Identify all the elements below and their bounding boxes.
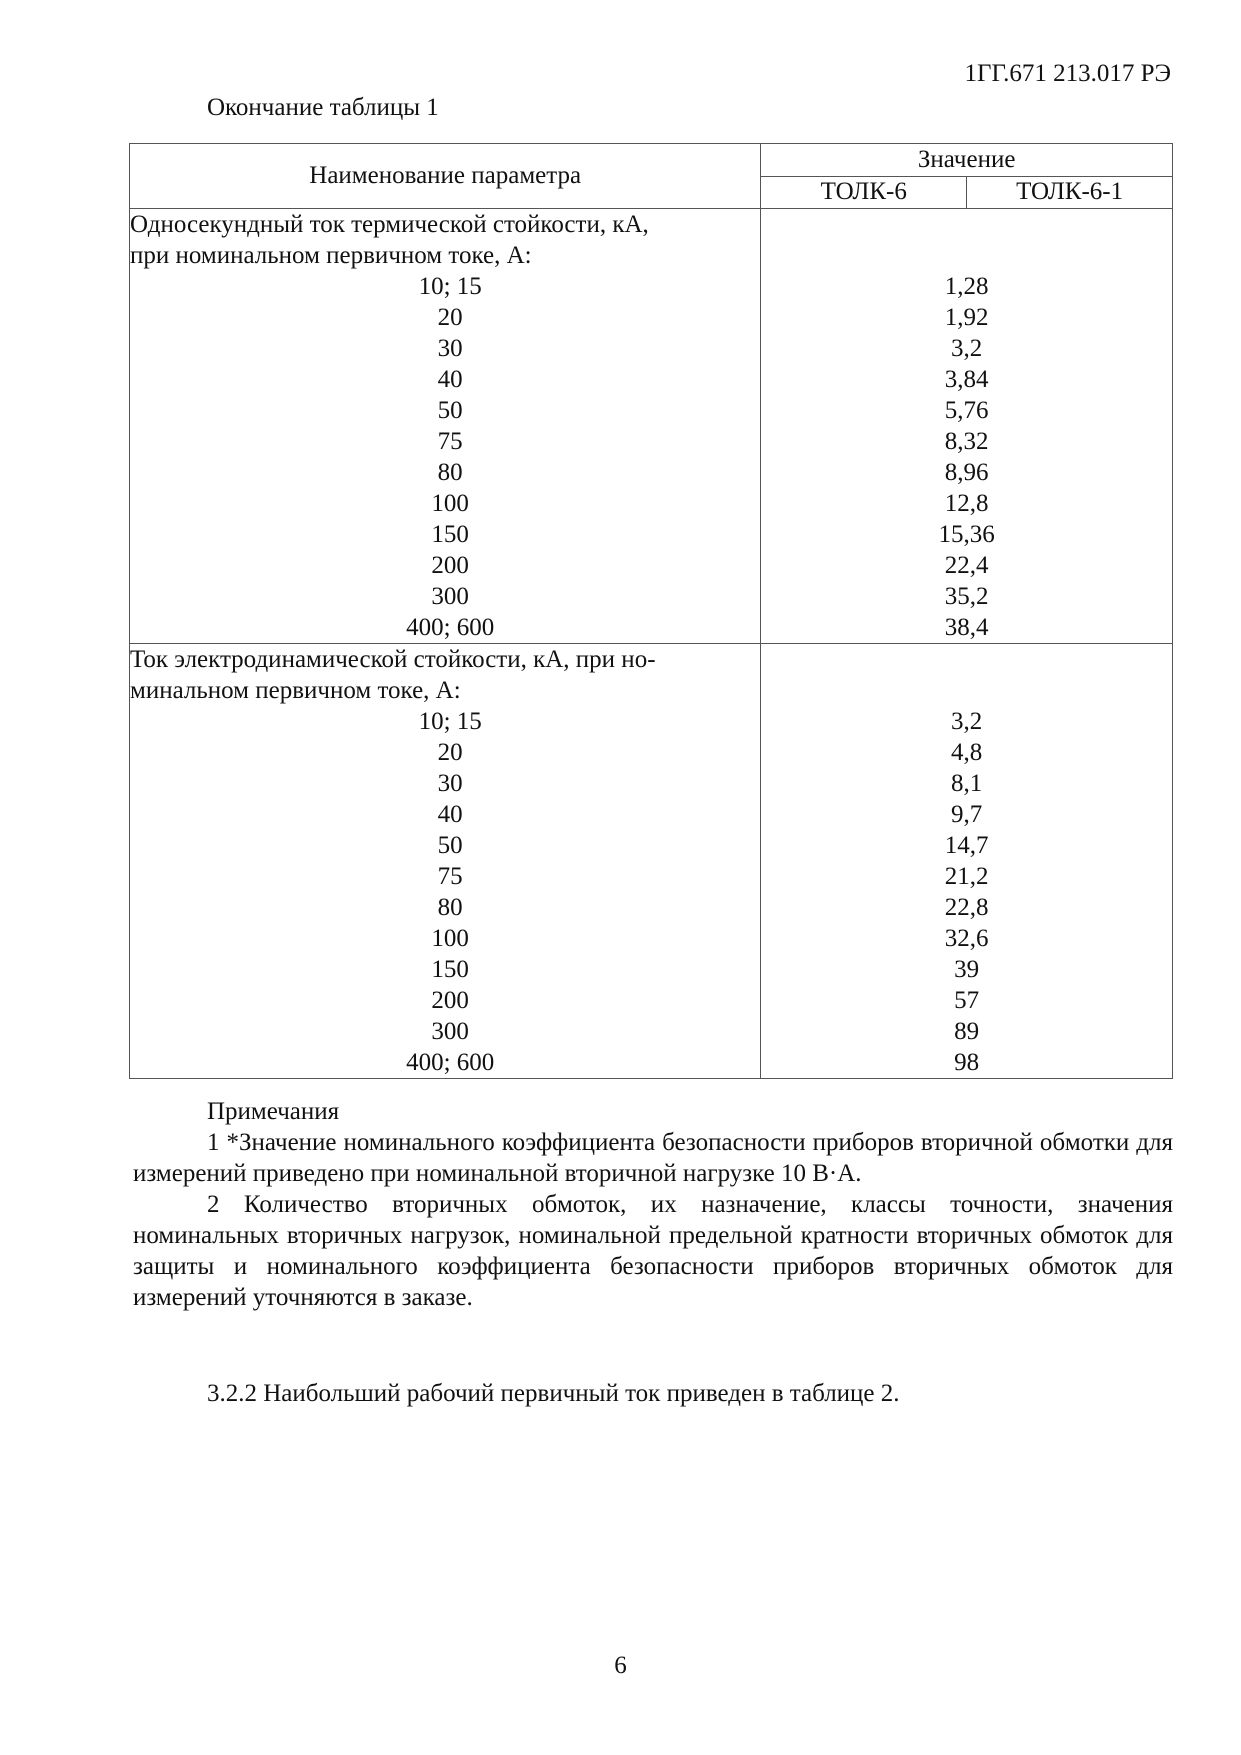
section-paragraph: 3.2.2 Наибольший рабочий первичный ток приведен в таблице 2. — [207, 1380, 900, 1407]
value-cell: 57 — [954, 987, 980, 1014]
rated-current-cell: 80 — [437, 894, 463, 921]
page-number: 6 — [614, 1652, 627, 1679]
value-cell: 32,6 — [944, 925, 989, 952]
value-cell: 8,32 — [944, 428, 989, 455]
value-cell: 8,96 — [944, 459, 989, 486]
document-code: 1ГГ.671 213.017 РЭ — [964, 60, 1171, 87]
section-title-line: при номинальном первичном токе, А: — [130, 242, 532, 269]
value-cell: 35,2 — [944, 583, 989, 610]
rated-current-cell: 300 — [431, 1018, 469, 1045]
rated-current-cell: 150 — [431, 956, 469, 983]
section-values — [761, 644, 1173, 1079]
value-cell: 39 — [954, 956, 980, 983]
column-header-name: Наименование параметра — [130, 144, 761, 209]
table-caption: Окончание таблицы 1 — [207, 94, 439, 121]
parameters-table — [129, 143, 1173, 1079]
value-cell: 38,4 — [944, 614, 989, 641]
rated-current-cell: 20 — [437, 304, 463, 331]
value-cell: 3,84 — [944, 366, 989, 393]
rated-current-cell: 75 — [437, 863, 463, 890]
value-cell: 12,8 — [944, 490, 989, 517]
rated-current-cell: 100 — [431, 490, 469, 517]
rated-current-cell: 40 — [437, 366, 463, 393]
value-cell: 98 — [954, 1049, 980, 1076]
rated-current-cell: 10; 15 — [418, 273, 482, 300]
column-header-value: Значение — [761, 144, 1173, 177]
notes-heading: Примечания — [207, 1098, 340, 1125]
rated-current-cell: 100 — [431, 925, 469, 952]
rated-current-cell: 150 — [431, 521, 469, 548]
value-cell: 21,2 — [944, 863, 989, 890]
value-cell: 3,2 — [951, 335, 983, 362]
value-cell: 1,92 — [944, 304, 989, 331]
value-cell: 89 — [954, 1018, 980, 1045]
value-cell: 15,36 — [938, 521, 995, 548]
section-values — [761, 209, 1173, 644]
rated-current-cell: 300 — [431, 583, 469, 610]
table-section-dynamic — [130, 644, 1173, 1079]
value-cell: 8,1 — [951, 770, 983, 797]
section-title-line: Односекундный ток термической стойкости, кА, — [130, 211, 649, 238]
value-cell: 4,8 — [951, 739, 983, 766]
notes-block — [133, 1096, 1173, 1313]
value-cell: 3,2 — [951, 708, 983, 735]
value-cell: 5,76 — [944, 397, 989, 424]
rated-current-cell: 10; 15 — [418, 708, 482, 735]
value-cell: 22,8 — [944, 894, 989, 921]
rated-current-cell: 400; 600 — [406, 614, 495, 641]
section-params — [130, 644, 761, 1079]
value-cell: 1,28 — [944, 273, 989, 300]
value-cell: 14,7 — [944, 832, 989, 859]
rated-current-cell: 200 — [431, 552, 469, 579]
rated-current-cell: 80 — [437, 459, 463, 486]
rated-current-cell: 50 — [437, 397, 463, 424]
rated-current-cell: 400; 600 — [406, 1049, 495, 1076]
rated-current-cell: 40 — [437, 801, 463, 828]
section-title-line: Ток электродинамической стойкости, кА, при но- — [130, 646, 656, 673]
section-params — [130, 209, 761, 644]
rated-current-cell: 200 — [431, 987, 469, 1014]
rated-current-cell: 75 — [437, 428, 463, 455]
value-cell: 22,4 — [944, 552, 989, 579]
rated-current-cell: 30 — [437, 770, 463, 797]
rated-current-cell: 50 — [437, 832, 463, 859]
column-header-tolk-6: ТОЛК-6 — [761, 176, 967, 209]
section-title-line: минальном первичном токе, А: — [130, 677, 461, 704]
note-item-2: 2 Количество вторичных обмоток, их назначение, классы точности, значения номинальных вторичных нагрузок, номинальной предельной кратности вторичных обмоток для защиты и номинального коэффициента безопасности приборов вторичных обмоток для измерений уточняются в заказе. — [133, 1191, 1173, 1311]
value-cell: 9,7 — [951, 801, 983, 828]
table-section-thermal — [130, 209, 1173, 644]
column-header-tolk-6-1: ТОЛК-6-1 — [967, 176, 1173, 209]
rated-current-cell: 20 — [437, 739, 463, 766]
note-item-1: 1 *Значение номинального коэффициента безопасности приборов вторичной обмотки для измерений приведено при номинальной вторичной нагрузке 10 В·А. — [133, 1129, 1173, 1187]
rated-current-cell: 30 — [437, 335, 463, 362]
